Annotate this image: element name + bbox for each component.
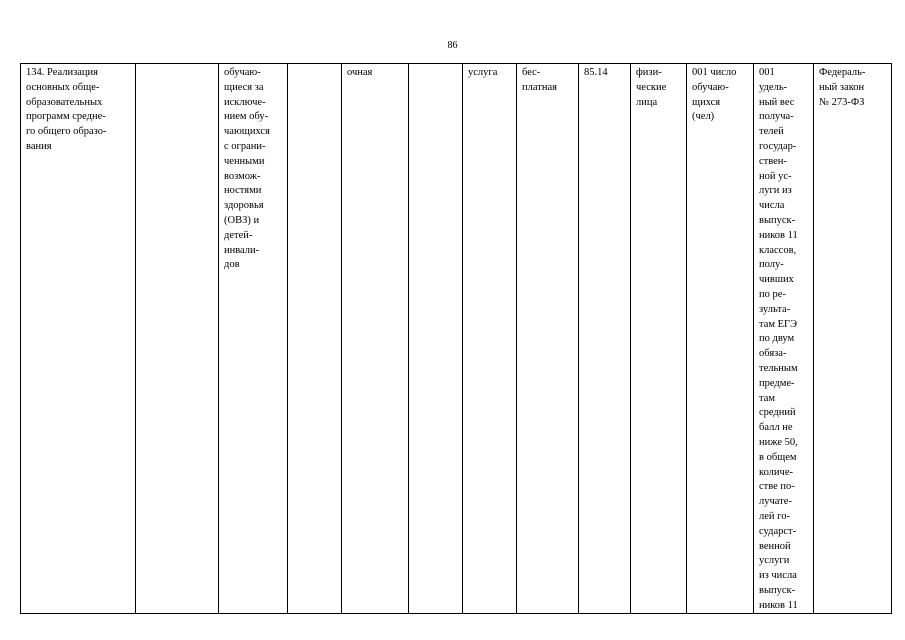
registry-table	[20, 63, 892, 614]
okved-text: 85.14	[584, 67, 608, 78]
volume-indicator-text: 001 число обучаю- щихся (чел)	[692, 67, 737, 123]
recipients-text: физи- ческие лица	[636, 67, 667, 108]
page-number: 86	[447, 40, 458, 51]
legal-basis-text: Федераль- ный закон № 273-ФЗ	[819, 67, 866, 108]
payment-text: бес- платная	[522, 67, 557, 93]
quality-indicator-text: 001 удель- ный вес получа- телей государ- ствен- ной ус- луги из числа выпуск- ников 11 классов, полу- чивших по ре- зульта- там ЕГЭ по двум обяза- тельным предме- там средний балл не ниже 50, в общем количе- стве по- лучате- лей го- сударст- венной услуги из числа выпуск- ников 11	[759, 67, 798, 611]
type-cell	[463, 64, 517, 614]
empty-cell	[409, 64, 463, 614]
okved-cell	[579, 64, 631, 614]
empty-cell	[136, 64, 219, 614]
consumer-category-text: обучаю- щиеся за исключе- нием обу- чающихся с ограни- ченными возмож- ностями здоровья (ОВЗ) и детей- инвали- дов	[224, 67, 270, 271]
consumer-category-cell	[219, 64, 288, 614]
service-name-cell	[21, 64, 136, 614]
volume-indicator-cell	[687, 64, 754, 614]
payment-cell	[517, 64, 579, 614]
quality-indicator-cell	[754, 64, 814, 614]
empty-cell	[288, 64, 342, 614]
recipients-cell	[631, 64, 687, 614]
service-name-text: 134. Реализация основных обще- образовательных программ средне- го общего образо- вания	[26, 67, 107, 152]
form-of-education-cell	[342, 64, 409, 614]
type-text: услуга	[468, 67, 498, 78]
table-row	[21, 64, 892, 614]
legal-basis-cell	[814, 64, 892, 614]
form-of-education-text: очная	[347, 67, 373, 78]
